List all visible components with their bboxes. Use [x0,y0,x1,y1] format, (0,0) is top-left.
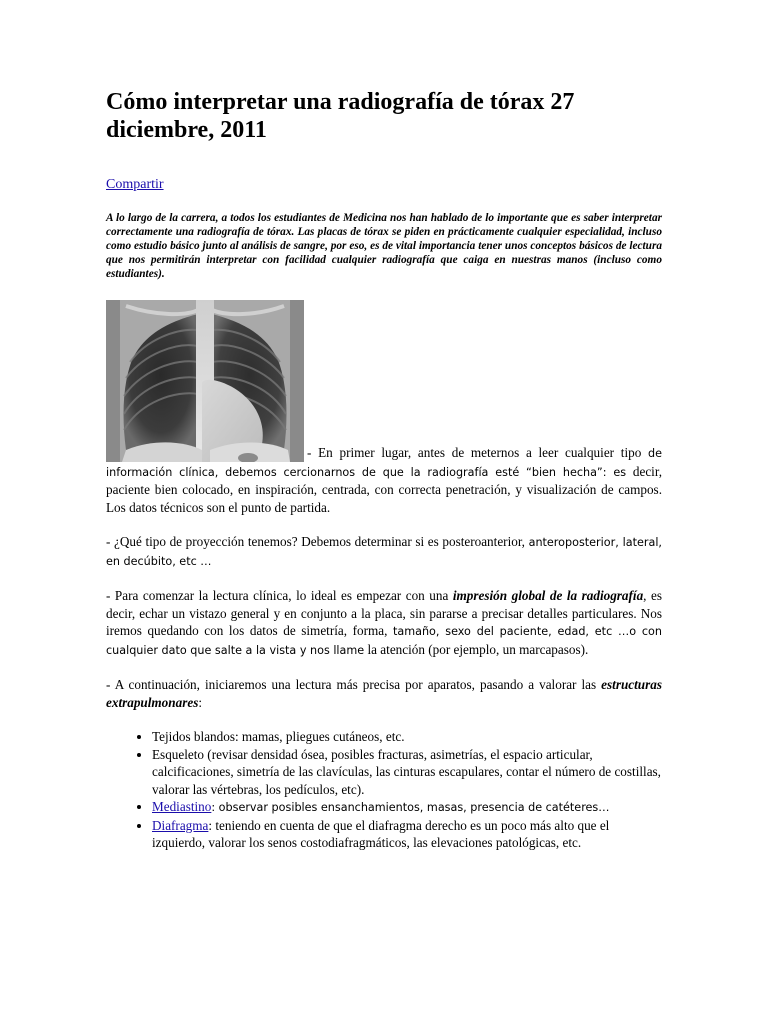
mediastino-link[interactable]: Mediastino [152,799,212,814]
intro-paragraph: A lo largo de la carrera, a todos los estudiantes de Medicina nos han hablado de lo importante que es saber interpretar correctamente una radiografía de tórax. Las placas de tórax se piden en prácticamente cualquier especialidad, incluso como estudio básico junto al análisis de sangre, por eso, es de vital importancia tener unos conceptos básicos de lectura que nos permitirán interpretar con facilidad cualquier radiografía que caiga en nuestras manos (incluso como estudiantes). [106,212,662,280]
list-item: • Diafragma: teniendo en cuenta de que el diafragma derecho es un poco más alto que el izquierdo, valorar los senos costodiafragmáticos, las elevaciones patológicas, etc. [152,817,662,852]
chest-xray-image [106,300,304,462]
list-item: • Mediastino: observar posibles ensanchamientos, masas, presencia de catéteres… [152,798,662,817]
share-link[interactable]: Compartir [106,177,164,192]
structures-list [106,728,662,852]
diafragma-link[interactable]: Diafragma [152,817,209,833]
paragraph-technical: - En primer lugar, antes de meternos a leer cualquier tipo de información clínica, debemos cercionarnos de que la radiografía esté “bien hecha”: es decir, paciente bien colocado, en inspiración, centrada, con correcta penetración, y visualización de campos. Los datos técnicos son el punto de partida. [106,445,662,515]
list-item: • Tejidos blandos: mamas, pliegues cutáneos, etc. [152,728,662,746]
paragraph-global-impression: - Para comenzar la lectura clínica, lo ideal es empezar con una impresión global de la radiografía, es decir, echar un vistazo general y en conjunto a la placa, sin pararse a precisar detalles particulares. Nos iremos quedando con los datos de simetría, forma, tamaño, sexo del paciente, edad, etc …o con cualquier dato que salte a la vista y nos llame la atención (por ejemplo, un marcapasos). [106,588,662,657]
article-body [106,300,662,852]
list-item: • Esqueleto (revisar densidad ósea, posibles fracturas, asimetrías, el espacio articular, calcificaciones, simetría de las clavículas, las cinturas escapulares, contar el número de costillas, valorar las vértebras, los pedículos, etc). [152,746,662,799]
paragraph-extrapulmonary: - A continuación, iniciaremos una lectura más precisa por aparatos, pasando a valorar las estructuras extrapulmonares: [106,677,662,710]
page-title: Cómo interpretar una radiografía de tórax 27 diciembre, 2011 [106,89,575,143]
paragraph-projection: - ¿Qué tipo de proyección tenemos? Debemos determinar si es posteroanterior, anteroposterior, lateral, en decúbito, etc … [106,534,662,568]
